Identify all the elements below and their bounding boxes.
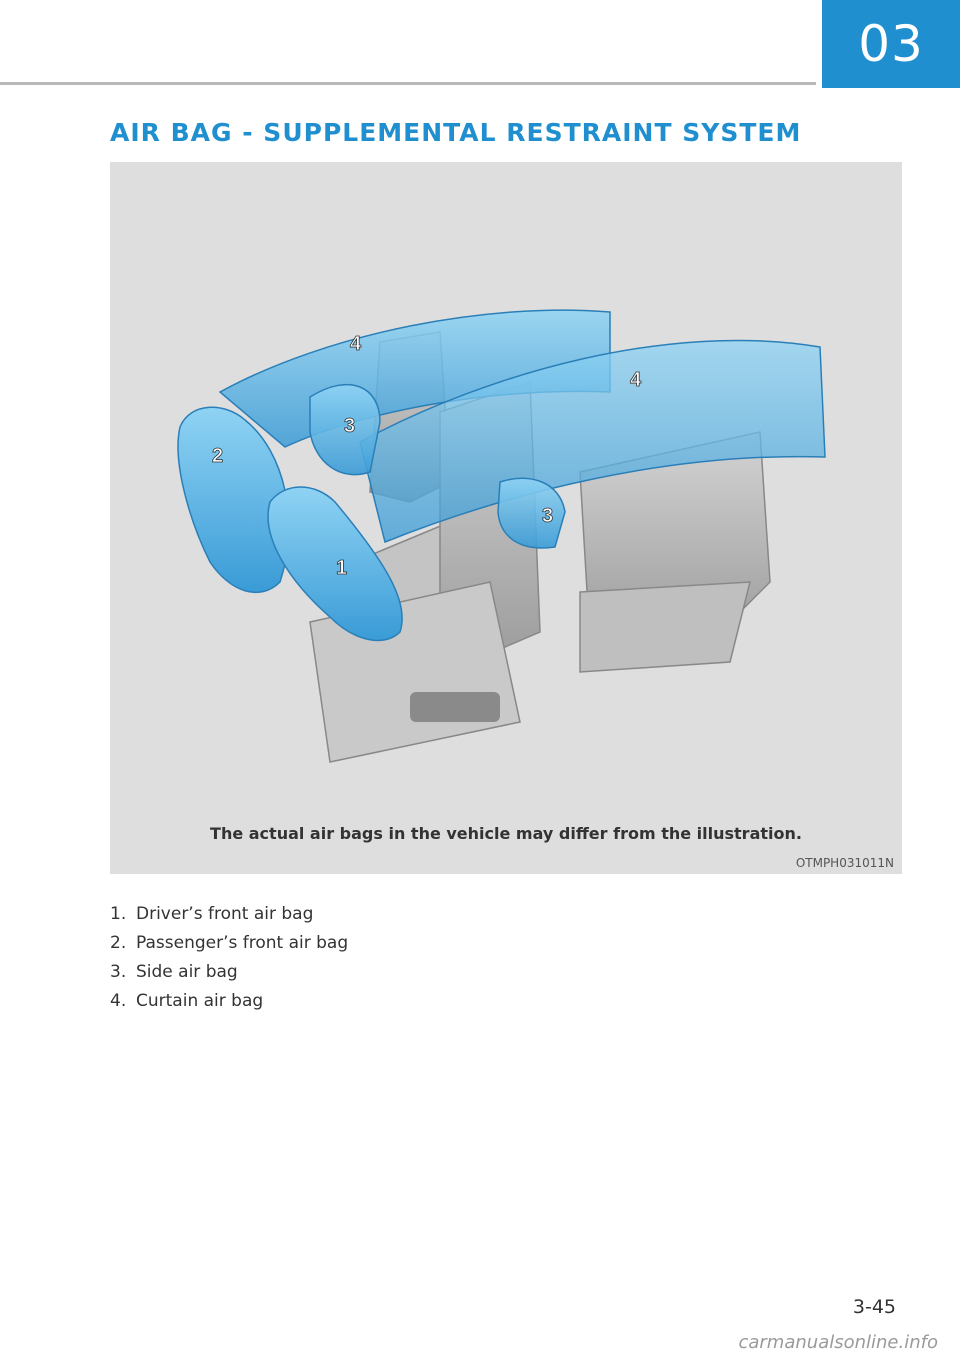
label-3a: 3 bbox=[344, 415, 356, 437]
label-4a: 4 bbox=[350, 333, 362, 355]
page-number: 3-45 bbox=[852, 1296, 896, 1318]
list-item-text: Driver’s front air bag bbox=[136, 904, 314, 924]
chapter-tab: 03 bbox=[822, 0, 960, 88]
list-item-number: 4. bbox=[110, 991, 127, 1011]
header-rule bbox=[0, 82, 816, 85]
list-item-text: Curtain air bag bbox=[136, 991, 264, 1011]
list-item bbox=[110, 900, 348, 929]
list-item-number: 2. bbox=[110, 933, 127, 953]
list-item bbox=[110, 987, 348, 1016]
watermark: carmanualsonline.info bbox=[738, 1332, 938, 1353]
label-3b: 3 bbox=[542, 505, 554, 527]
airbag-diagram bbox=[110, 162, 902, 874]
list-item-number: 1. bbox=[110, 904, 127, 924]
airbag-list bbox=[110, 900, 348, 1016]
figure-caption: The actual air bags in the vehicle may differ from the illustration. bbox=[210, 824, 802, 843]
list-item-text: Passenger’s front air bag bbox=[136, 933, 349, 953]
label-1: 1 bbox=[336, 557, 348, 579]
label-2: 2 bbox=[212, 445, 224, 467]
list-item bbox=[110, 958, 348, 987]
section-title: AIR BAG - SUPPLEMENTAL RESTRAINT SYSTEM bbox=[110, 118, 802, 147]
list-item-text: Side air bag bbox=[136, 962, 238, 982]
list-item bbox=[110, 929, 348, 958]
list-item-number: 3. bbox=[110, 962, 127, 982]
figure-code: OTMPH031011N bbox=[795, 856, 894, 870]
airbag-illustration bbox=[110, 162, 902, 874]
label-4b: 4 bbox=[630, 369, 642, 391]
